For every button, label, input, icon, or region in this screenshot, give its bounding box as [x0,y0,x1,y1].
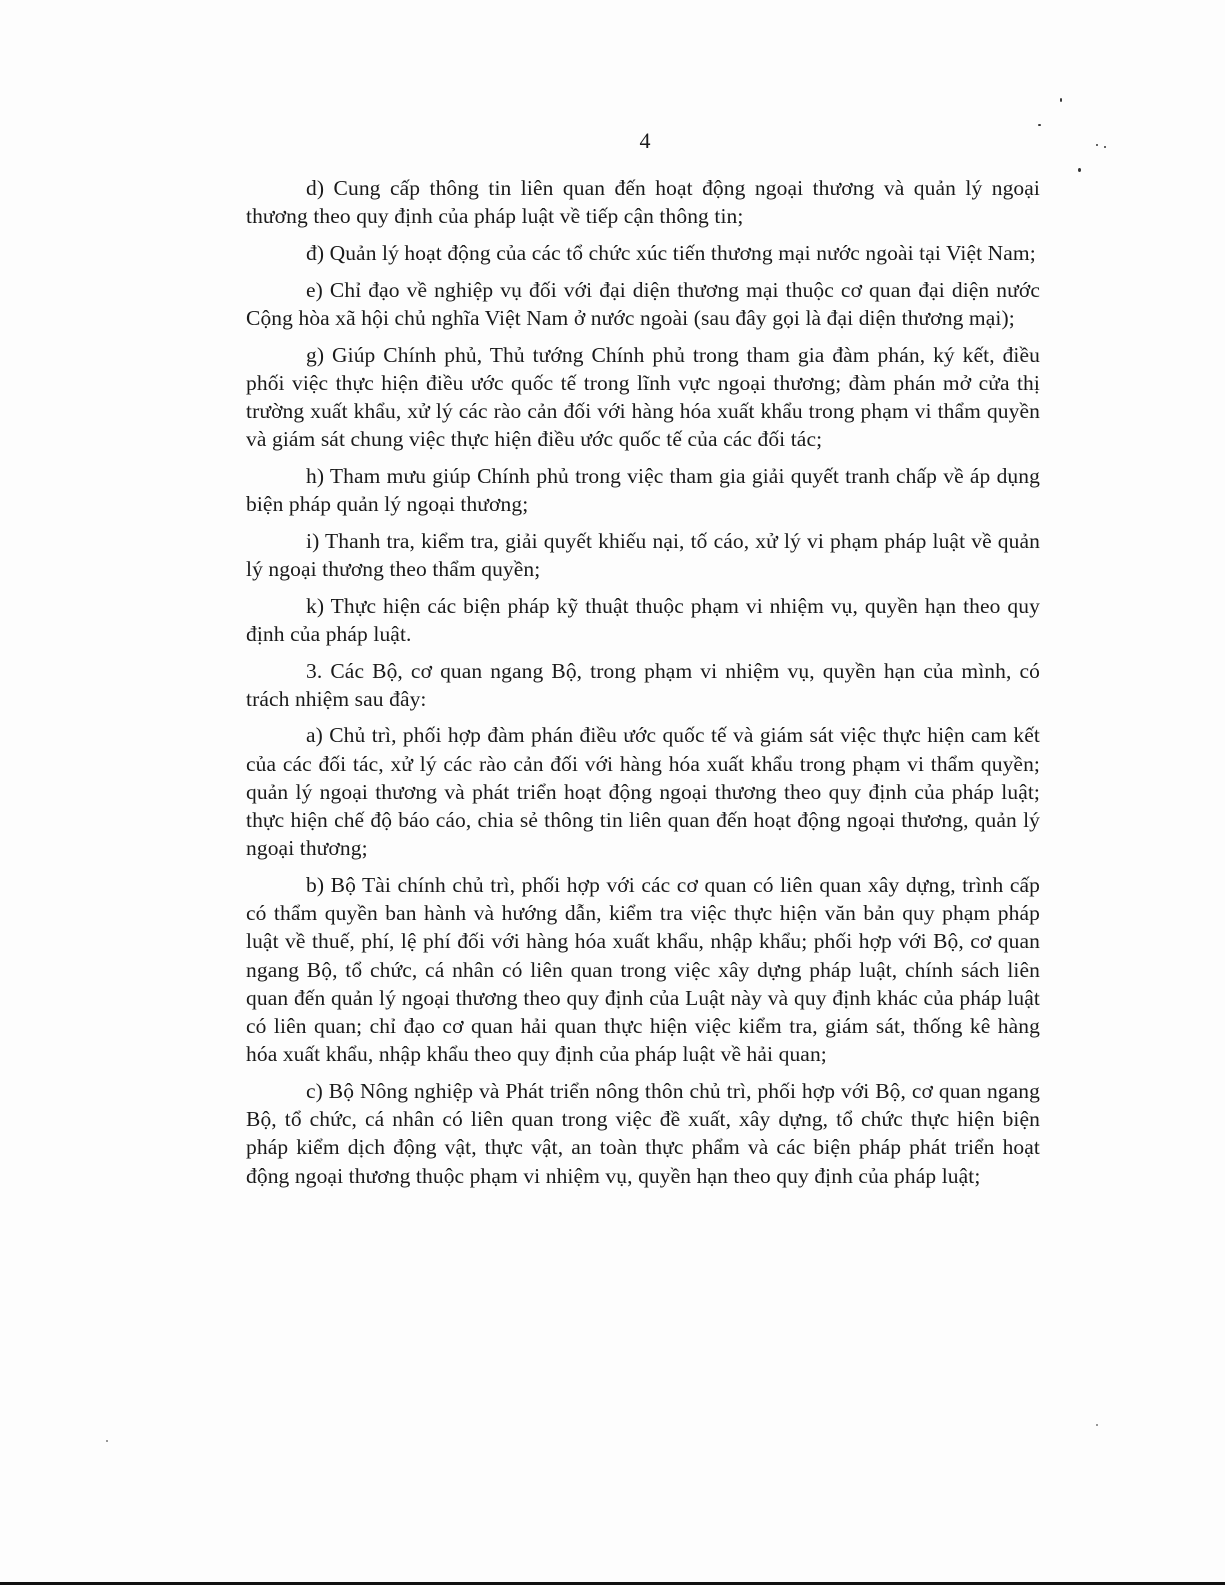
paragraph-clause-3: 3. Các Bộ, cơ quan ngang Bộ, trong phạm vi nhiệm vụ, quyền hạn của mình, có trách nhiệm sau đây: [246,658,1040,711]
paragraph-i: i) Thanh tra, kiểm tra, giải quyết khiếu nại, tố cáo, xử lý vi phạm pháp luật về quản lý ngoại thương theo thẩm quyền; [246,528,1040,581]
paragraph-a: a) Chủ trì, phối hợp đàm phán điều ước quốc tế và giám sát việc thực hiện cam kết của các đối tác, xử lý các rào cản đối với hàng hóa xuất khẩu trong phạm vi thẩm quyền; quản lý ngoại thương và phát triển hoạt động ngoại thương theo quy định của pháp luật; thực hiện chế độ báo cáo, chia sẻ thông tin liên quan đến hoạt động ngoại thương, quản lý ngoại thương; [246,723,1040,861]
scan-speck [1038,124,1041,126]
paragraph-k: k) Thực hiện các biện pháp kỹ thuật thuộc phạm vi nhiệm vụ, quyền hạn theo quy định của pháp luật. [246,593,1040,646]
scan-speck [1096,144,1098,146]
paragraph-d: d) Cung cấp thông tin liên quan đến hoạt động ngoại thương và quản lý ngoại thương theo quy định của pháp luật về tiếp cận thông tin; [246,176,1040,229]
paragraph-g: g) Giúp Chính phủ, Thủ tướng Chính phủ trong tham gia đàm phán, ký kết, điều phối việc thực hiện điều ước quốc tế trong lĩnh vực ngoại thương; đàm phán mở cửa thị trường xuất khẩu, xử lý các rào cản đối với hàng hóa xuất khẩu trong phạm vi thẩm quyền và giám sát chung việc thực hiện điều ước quốc tế của các đối tác; [246,342,1040,452]
scan-speck [1078,168,1081,172]
paragraph-e: e) Chỉ đạo về nghiệp vụ đối với đại diện thương mại thuộc cơ quan đại diện nước Cộng hòa xã hội chủ nghĩa Việt Nam ở nước ngoài (sau đây gọi là đại diện thương mại); [246,277,1040,330]
paragraph-c: c) Bộ Nông nghiệp và Phát triển nông thôn chủ trì, phối hợp với Bộ, cơ quan ngang Bộ, tổ chức, cá nhân có liên quan trong việc đề xuất, xây dựng, tổ chức thực hiện biện pháp kiểm dịch động vật, thực vật, an toàn thực phẩm và các biện pháp phát triển hoạt động ngoại thương thuộc phạm vi nhiệm vụ, quyền hạn theo quy định của pháp luật; [246,1078,1040,1188]
paragraph-h: h) Tham mưu giúp Chính phủ trong việc tham gia giải quyết tranh chấp về áp dụng biện pháp quản lý ngoại thương; [246,463,1040,517]
paragraph-b: b) Bộ Tài chính chủ trì, phối hợp với các cơ quan có liên quan xây dựng, trình cấp có thẩm quyền ban hành và hướng dẫn, kiểm tra việc thực hiện văn bản quy phạm pháp luật về thuế, phí, lệ phí đối với hàng hóa xuất khẩu, nhập khẩu; phối hợp với Bộ, cơ quan ngang Bộ, tổ chức, cá nhân có liên quan trong việc xây dựng pháp luật, chính sách liên quan đến quản lý ngoại thương theo quy định của Luật này và quy định khác của pháp luật có liên quan; chỉ đạo cơ quan hải quan thực hiện việc kiểm tra, giám sát, thống kê hàng hóa xuất khẩu, nhập khẩu theo quy định của pháp luật về hải quan; [246,872,1040,1067]
scan-speck [1096,1424,1098,1426]
paragraph-dd: đ) Quản lý hoạt động của các tổ chức xúc tiến thương mại nước ngoài tại Việt Nam; [306,240,1036,265]
page-number: 4 [639,128,651,153]
scan-speck [1060,98,1062,102]
document-body [246,174,1040,1198]
scan-speck [1104,146,1106,148]
scan-speck [106,1440,108,1442]
